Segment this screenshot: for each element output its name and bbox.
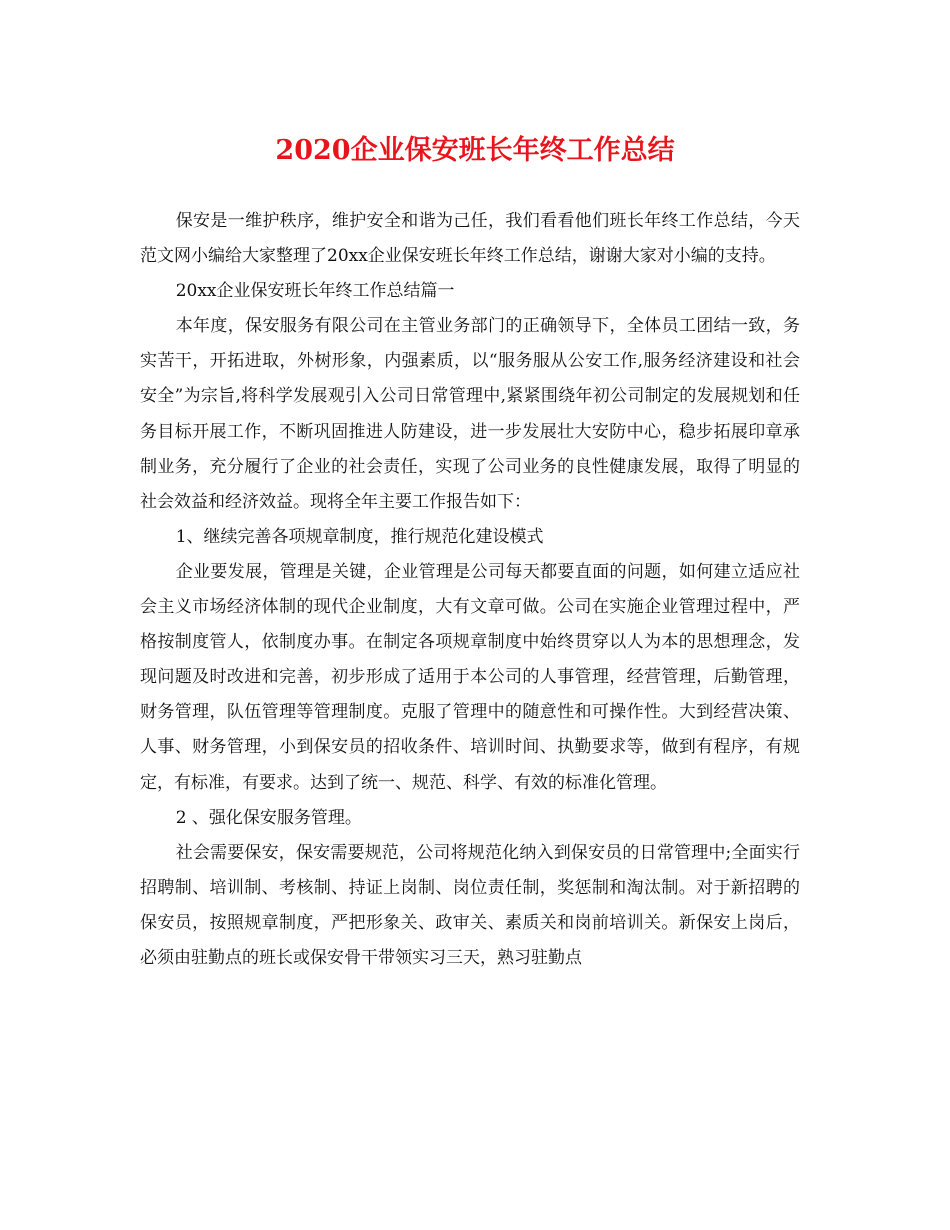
document-title: 2020企业保安班长年终工作总结 <box>275 135 675 166</box>
section-heading: 20xx企业保安班长年终工作总结篇一 <box>175 281 455 302</box>
body-paragraph: 社会需要保安，保安需要规范，公司将规范化纳入到保安员的日常管理中;全面实行招聘制、培训制、考核制、持证上岗制、岗位责任制，奖惩制和淘汰制。对于新招聘的保安员，按照规章制度，严把形象关、政审关、素质关和岗前培训关。新保安上岗后，必须由驻勤点的班长或保安骨干带领实习三天，熟习驻勤点 <box>140 842 800 968</box>
subsection-heading: 2 、强化保安服务管理。 <box>175 807 362 828</box>
document-body <box>140 204 800 976</box>
body-paragraph: 企业要发展，管理是关键，企业管理是公司每天都要直面的问题，如何建立适应社会主义市场经济体制的现代企业制度，大有文章可做。公司在实施企业管理过程中，严格按制度管人，依制度办事。在制定各项规章制度中始终贯穿以人为本的思想理念，发现问题及时改进和完善，初步形成了适用于本公司的人事管理，经营管理，后勤管理，财务管理，队伍管理等管理制度。克服了管理中的随意性和可操作性。大到经营决策、人事、财务管理，小到保安员的招收条件、培训时间、执勤要求等，做到有程序，有规定，有标准，有要求。达到了统一、规范、科学、有效的标准化管理。 <box>140 561 800 793</box>
intro-paragraph: 保安是一维护秩序，维护安全和谐为己任，我们看看他们班长年终工作总结，今天范文网小编给大家整理了20xx企业保安班长年终工作总结，谢谢大家对小编的支持。 <box>140 211 800 267</box>
body-paragraph: 本年度，保安服务有限公司在主管业务部门的正确领导下，全体员工团结一致，务实苦干，开拓进取，外树形象，内强素质，以“服务服从公安工作,服务经济建设和社会安全”为宗旨,将科学发展观引入公司日常管理中,紧紧围绕年初公司制定的发展规划和任务目标开展工作，不断巩固推进人防建设，进一步发展壮大安防中心，稳步拓展印章承制业务，充分履行了企业的社会责任，实现了公司业务的良性健康发展，取得了明显的社会效益和经济效益。现将全年主要工作报告如下： <box>140 316 800 512</box>
subsection-heading: 1、继续完善各项规章制度，推行规范化建设模式 <box>175 526 544 547</box>
